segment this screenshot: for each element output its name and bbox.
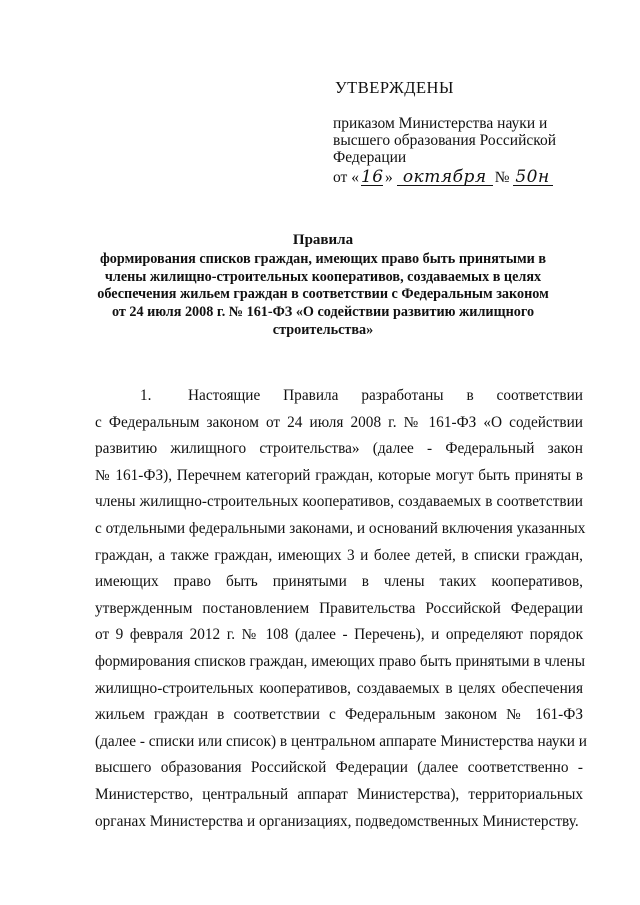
handwritten-month: октября <box>397 169 493 186</box>
paragraph-line: от 9 февраля 2012 г. № 108 (далее - Перечень), и определяют порядок <box>95 626 583 644</box>
paragraph-line: утвержденным постановлением Правительства Российской Федерации <box>95 599 583 617</box>
approval-order-line: высшего образования Российской <box>333 132 557 149</box>
paragraph-line: Министерство, центральный аппарат Министерства), территориальных <box>95 785 583 803</box>
approval-block <box>333 78 593 188</box>
handwritten-day: 16 <box>360 167 384 187</box>
approval-date-line <box>333 168 593 188</box>
handwritten-order-number: 50н <box>513 169 553 186</box>
title-line: формирования списков граждан, имеющих право быть принятыми в <box>99 250 547 267</box>
paragraph-line: формирования списков граждан, имеющих право быть принятыми в члены <box>95 652 585 670</box>
paragraph-1 <box>95 383 587 835</box>
title-line: от 24 июля 2008 г. № 161-ФЗ «О содействии развитию жилищного <box>111 304 535 321</box>
paragraph-line: развитию жилищного строительства» (далее - Федеральный закон <box>95 440 583 458</box>
paragraph-line: жилищно-строительных кооперативов, создаваемых в целях обеспечения <box>95 679 583 697</box>
paragraph-number: 1. <box>140 387 152 404</box>
title-line: строительства» <box>272 321 374 338</box>
title-line: обеспечения жильем граждан в соответствии с Федеральным законом <box>97 286 549 303</box>
approved-heading: УТВЕРЖДЕНЫ <box>335 78 454 97</box>
paragraph-first-line <box>95 383 583 410</box>
paragraph-line: граждан, а также граждан, имеющих 3 и более детей, в списки граждан, <box>95 546 583 564</box>
date-middle: » <box>384 169 393 186</box>
approval-order-text <box>333 115 593 166</box>
title-line: члены жилищно-строительных кооперативов, создаваемых в целях <box>104 268 542 285</box>
paragraph-line: с отдельными федеральными законами, и оснований включения указанных <box>95 519 586 537</box>
paragraph-line: с Федеральным законом от 24 июля 2008 г. № 161-ФЗ «О содействии <box>95 413 583 431</box>
paragraph-line: члены жилищно-строительных кооперативов, создаваемых в соответствии <box>95 493 583 511</box>
date-prefix: от « <box>333 169 359 186</box>
paragraph-line: имеющих право быть принятыми в члены таких кооперативов, <box>95 573 583 591</box>
paragraph-line: органах Министерства и организациях, подведомственных Министерству. <box>95 812 579 830</box>
paragraph-line: высшего образования Российской Федерации (далее соответственно - <box>95 759 583 777</box>
document-title <box>88 232 558 340</box>
paragraph-line: жильем граждан в соответствии с Федеральным законом № 161-ФЗ <box>95 706 583 724</box>
paragraph-line: (далее - списки или список) в центральном аппарате Министерства науки и <box>95 732 587 750</box>
title-main: Правила <box>292 232 354 248</box>
paragraph-first-line-text: Настоящие Правила разработаны в соответствии <box>188 387 583 404</box>
approval-order-line: приказом Министерства науки и <box>333 115 548 132</box>
approval-order-line: Федерации <box>333 149 407 166</box>
number-prefix: № <box>494 169 510 186</box>
paragraph-line: № 161-ФЗ), Перечнем категорий граждан, которые могут быть приняты в <box>95 466 583 484</box>
